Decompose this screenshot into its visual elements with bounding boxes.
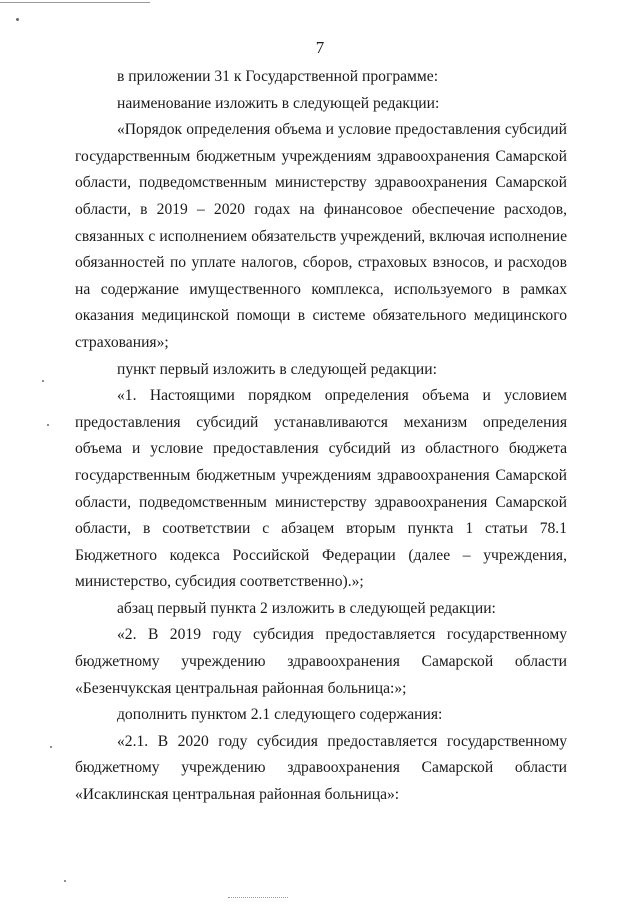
- document-body: [75, 64, 567, 809]
- paragraph-point-two-instruction: абзац первый пункта 2 изложить в следующей редакции:: [117, 599, 496, 617]
- scan-speck: [42, 380, 44, 382]
- paragraph-appendix-31: в приложении 31 к Государственной программе:: [117, 68, 439, 85]
- scan-edge-line: [0, 2, 150, 3]
- paragraph-point-2-1-text: «2.1. В 2020 году субсидия предоставляется государственному бюджетному учреждению здравоохранения Самарской области «Исаклинская центральная районная больница»:: [75, 732, 567, 804]
- paragraph-point-two-text: «2. В 2019 году субсидия предоставляется государственному бюджетному учреждению здравоохранения Самарской области «Безенчукская центральная районная больница:»;: [75, 626, 567, 697]
- scan-speck: [64, 880, 66, 882]
- paragraph-point-one-text: «1. Настоящими порядком определения объема и условием предоставления субсидий устанавливаются механизм определения объема и условие предоставления субсидий из областного бюджета государственным бюджетным учреждениям здравоохранения Самарской области, подведомственным министерству здравоохранения Самарской области, в соответствии с абзацем вторым пункта 1 статьи 78.1 Бюджетного кодекса Российской Федерации (далее – учреждения, министерство, субсидия соответственно).»;: [75, 387, 567, 591]
- scan-bottom-trace: [228, 897, 288, 899]
- paragraph-title-instruction: наименование изложить в следующей редакции:: [117, 94, 440, 112]
- page-number: 7: [315, 38, 325, 57]
- paragraph-point-2-1-instruction: дополнить пунктом 2.1 следующего содержания:: [117, 706, 443, 724]
- scan-speck: [16, 18, 19, 21]
- scan-speck: [47, 424, 49, 426]
- paragraph-point-one-instruction: пункт первый изложить в следующей редакции:: [117, 360, 437, 378]
- paragraph-procedure-title: «Порядок определения объема и условие предоставления субсидий государственным бюджетным учреждениям здравоохранения Самарской области, подведомственным министерству здравоохранения Самарской области, в 2019 – 2020 годах на финансовое обеспечение расходов, связанных с исполнением обязательств учреждений, включая исполнение обязанностей по уплате налогов, сборов, страховых взносов, и расходов на содержание имущественного комплекса, используемого в рамках оказания медицинской помощи в системе обязательного медицинского страхования»;: [75, 121, 567, 351]
- scan-speck: [50, 746, 52, 748]
